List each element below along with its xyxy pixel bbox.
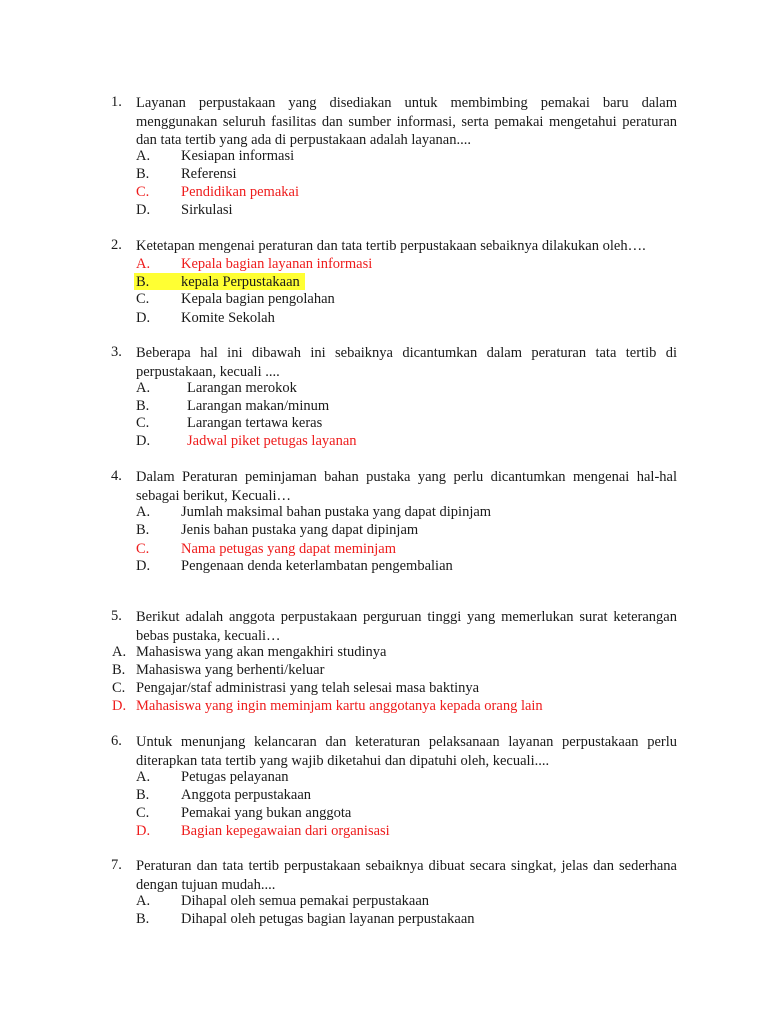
- option-text: Mahasiswa yang berhenti/keluar: [136, 662, 325, 678]
- option-text: Komite Sekolah: [181, 310, 275, 326]
- option-letter: C.: [136, 415, 150, 431]
- option-letter: D.: [112, 698, 127, 714]
- option-letter: C.: [112, 680, 126, 696]
- question-number: 3.: [111, 344, 122, 360]
- option-letter: D.: [136, 310, 151, 326]
- question-number: 2.: [111, 237, 122, 253]
- question-text: Peraturan dan tata tertib perpustakaan sebaiknya dibuat secara singkat, jelas dan sederhana dengan tujuan mudah....: [136, 858, 677, 893]
- option-letter: A.: [136, 148, 151, 164]
- question-number: 1.: [111, 94, 122, 110]
- option-text: Larangan makan/minum: [187, 398, 330, 414]
- option-letter: C.: [136, 541, 150, 557]
- option-letter: A.: [136, 893, 151, 909]
- option-letter: B.: [136, 166, 150, 182]
- question-text: Beberapa hal ini dibawah ini sebaiknya dicantumkan dalam peraturan tata tertib di perpustakaan, kecuali ....: [136, 345, 677, 380]
- option-letter: D.: [136, 433, 151, 449]
- option-letter: A.: [136, 380, 151, 396]
- question-number: 7.: [111, 857, 122, 873]
- option-text: Kesiapan informasi: [181, 148, 295, 164]
- option-text: Mahasiswa yang ingin meminjam kartu anggotanya kepada orang lain: [136, 698, 543, 714]
- option-letter: B.: [136, 522, 150, 538]
- option-letter: B.: [112, 662, 126, 678]
- option-text: Pemakai yang bukan anggota: [181, 805, 352, 821]
- question-number: 6.: [111, 733, 122, 749]
- question-number: 4.: [111, 468, 122, 484]
- option-text: Jadwal piket petugas layanan: [187, 433, 357, 449]
- option-letter: B.: [136, 787, 150, 803]
- option-text: Larangan tertawa keras: [187, 415, 323, 431]
- option-letter: D.: [136, 558, 151, 574]
- option-text: Kepala bagian layanan informasi: [181, 256, 373, 272]
- option-text: Anggota perpustakaan: [181, 787, 312, 803]
- option-text: Larangan merokok: [187, 380, 297, 396]
- option-text: Petugas pelayanan: [181, 769, 289, 785]
- question-number: 5.: [111, 608, 122, 624]
- option-text: Kepala bagian pengolahan: [181, 291, 335, 307]
- option-text: Jenis bahan pustaka yang dapat dipinjam: [181, 522, 419, 538]
- question-text: Berikut adalah anggota perpustakaan perguruan tinggi yang memerlukan surat keterangan bebas pustaka, kecuali…: [136, 609, 677, 644]
- question-text: Ketetapan mengenai peraturan dan tata tertib perpustakaan sebaiknya dilakukan oleh….: [136, 238, 646, 254]
- option-letter: C.: [136, 184, 150, 200]
- option-text: Pendidikan pemakai: [181, 184, 299, 200]
- option-text: Dihapal oleh petugas bagian layanan perpustakaan: [181, 911, 475, 927]
- option-letter: D.: [136, 823, 151, 839]
- option-letter: C.: [136, 805, 150, 821]
- option-text: Nama petugas yang dapat meminjam: [181, 541, 397, 557]
- option-text: Dihapal oleh semua pemakai perpustakaan: [181, 893, 430, 909]
- option-letter: B.: [136, 398, 150, 414]
- option-letter: A.: [136, 504, 151, 520]
- option-text: Sirkulasi: [181, 202, 233, 218]
- option-letter: B.: [136, 911, 150, 927]
- option-text: Bagian kepegawaian dari organisasi: [181, 823, 390, 839]
- question-text: Layanan perpustakaan yang disediakan untuk membimbing pemakai baru dalam menggunakan seluruh fasilitas dan sumber informasi, serta pemakai mengetahui peraturan dan tata tertib yang ada di perpustakaan adalah layanan....: [136, 95, 677, 148]
- option-text: Pengajar/staf administrasi yang telah selesai masa baktinya: [136, 680, 480, 696]
- option-letter: C.: [136, 291, 150, 307]
- option-letter: A.: [112, 644, 127, 660]
- option-text: kepala Perpustakaan: [181, 274, 300, 290]
- option-text: Mahasiswa yang akan mengakhiri studinya: [136, 644, 387, 660]
- option-letter: A.: [136, 769, 151, 785]
- option-text: Referensi: [181, 166, 237, 182]
- question-text: Dalam Peraturan peminjaman bahan pustaka yang perlu dicantumkan mengenai hal-hal sebagai berikut, Kecuali…: [136, 469, 677, 504]
- option-letter: D.: [136, 202, 151, 218]
- option-text: Pengenaan denda keterlambatan pengembalian: [181, 558, 453, 574]
- question-text: Untuk menunjang kelancaran dan keteraturan pelaksanaan layanan perpustakaan perlu diterapkan tata tertib yang wajib diketahui dan dipatuhi oleh, kecuali....: [136, 734, 677, 769]
- option-letter: B.: [136, 274, 150, 290]
- option-letter: A.: [136, 256, 151, 272]
- option-text: Jumlah maksimal bahan pustaka yang dapat dipinjam: [181, 504, 492, 520]
